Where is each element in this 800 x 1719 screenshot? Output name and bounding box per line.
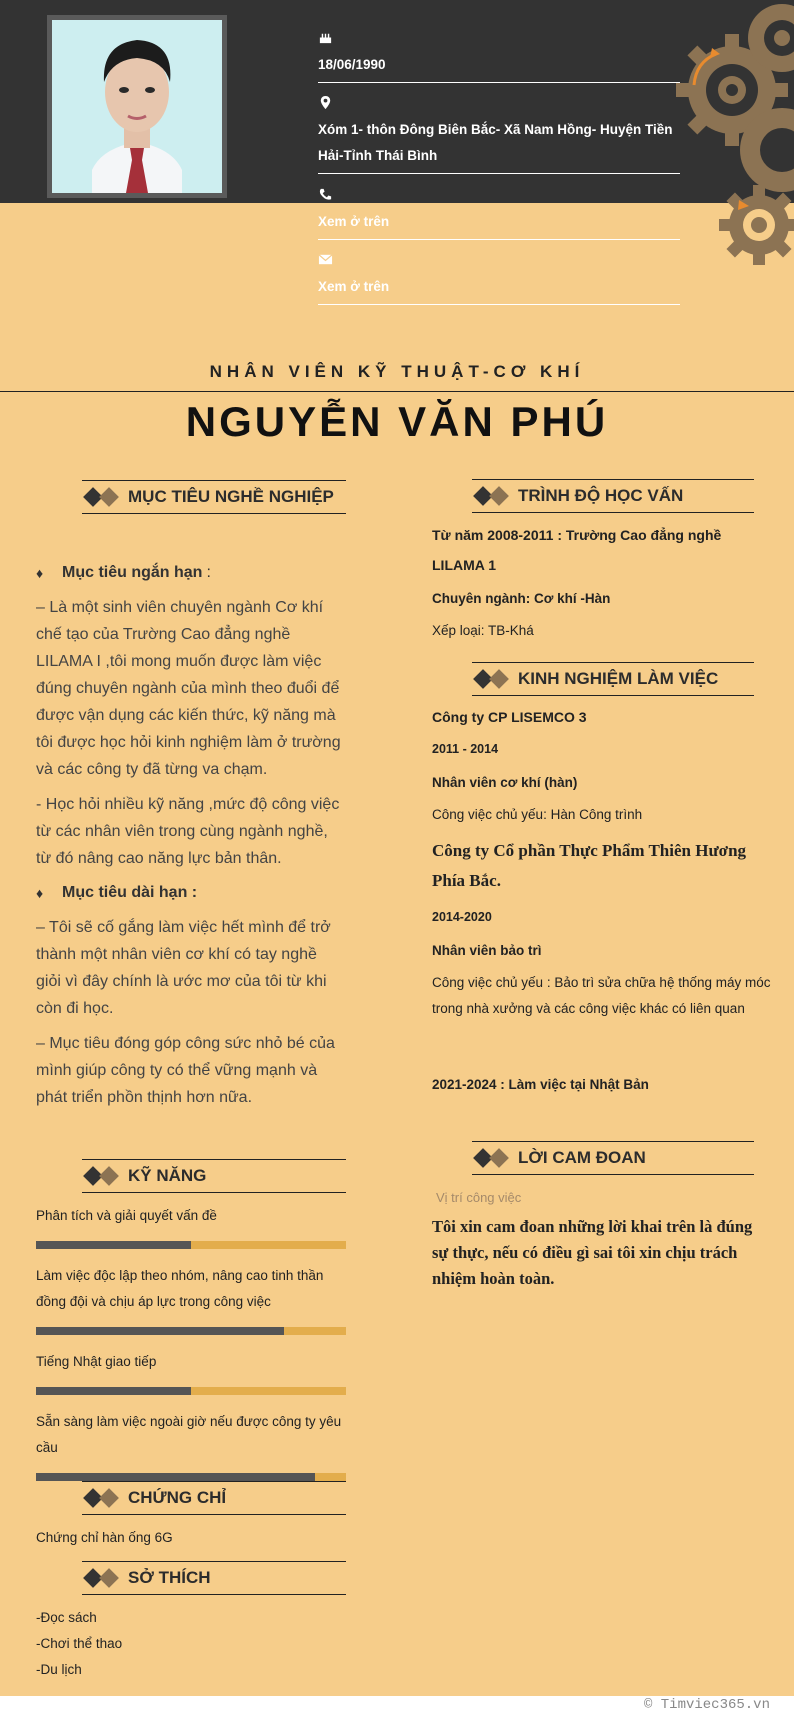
skill-item: [36, 1349, 346, 1395]
phone-icon: [318, 187, 680, 209]
diamond-bullet-icon: ♦: [36, 565, 44, 581]
long-term-goal-paragraph-2: – Mục tiêu đóng góp công sức nhỏ bé của mình giúp công ty có thể vững mạnh và phát triển phồn thịnh hơn nữa.: [36, 1035, 335, 1106]
skill-name: Sẵn sàng làm việc ngoài giờ nếu được công ty yêu cầu: [36, 1414, 342, 1455]
hobbies-list: [36, 1605, 346, 1683]
envelope-icon: [318, 252, 680, 274]
section-education: [472, 479, 754, 513]
education-period-school: Từ năm 2008-2011 : Trường Cao đẳng nghề LILAMA 1: [432, 527, 722, 573]
skill-bar: [36, 1327, 346, 1335]
phone: Xem ở trên: [318, 214, 390, 229]
email-row: [318, 252, 680, 305]
skill-bar-fill: [36, 1241, 191, 1249]
career-goal-content: [36, 560, 346, 1111]
job3: 2021-2024 : Làm việc tại Nhật Bản: [432, 1077, 649, 1092]
education-rank: Xếp loại: TB-Khá: [432, 623, 534, 638]
section-title: LỜI CAM ĐOAN: [518, 1148, 646, 1167]
skill-item: [36, 1263, 346, 1335]
skills-list: [36, 1203, 346, 1481]
education-major: Chuyên ngành: Cơ khí -Hàn: [432, 591, 611, 606]
diamond-icon: [472, 1148, 512, 1168]
hobby-item: -Chơi thể thao: [36, 1636, 123, 1651]
section-skills: [82, 1159, 346, 1193]
diamond-icon: [82, 1568, 122, 1588]
job1-company: Công ty CP LISEMCO 3: [432, 709, 587, 725]
certificates-list: [36, 1525, 346, 1551]
diamond-icon: [82, 487, 122, 507]
section-certificates: [82, 1481, 346, 1515]
experience-content: [432, 704, 772, 1098]
job2-duty: Công việc chủ yếu : Bảo trì sửa chữa hệ thống máy móc trong nhà xưởng và các công việc khác có liên quan: [432, 975, 771, 1016]
avatar: [47, 15, 227, 198]
short-term-goal-heading: [36, 560, 346, 586]
long-term-goal-heading: [36, 880, 346, 906]
candidate-name: NGUYỄN VĂN PHÚ: [185, 398, 609, 445]
address: Xóm 1- thôn Đông Biên Bắc- Xã Nam Hồng- Huyện Tiền Hải-Tỉnh Thái Bình: [318, 122, 673, 163]
commitment-text: Tôi xin cam đoan những lời khai trên là đúng sự thực, nếu có điều gì sai tôi xin chịu trách nhiệm hoàn toàn.: [432, 1217, 753, 1288]
skill-item: [36, 1203, 346, 1249]
section-title: TRÌNH ĐỘ HỌC VẤN: [518, 486, 684, 505]
hobby-item: -Đọc sách: [36, 1610, 97, 1625]
short-term-goal-paragraph-2: - Học hỏi nhiều kỹ năng ,mức độ công việc từ các nhân viên trong cùng ngành nghề, từ đó nâng cao năng lực bản thân.: [36, 796, 340, 867]
job1-position: Nhân viên cơ khí (hàn): [432, 775, 578, 790]
section-title: KỸ NĂNG: [128, 1166, 207, 1185]
footer-watermark: © Timviec365.vn: [643, 1697, 770, 1713]
diamond-bullet-icon: ♦: [36, 885, 44, 901]
position-placeholder: Vị trí công việc: [436, 1190, 522, 1205]
education-content: [432, 520, 772, 644]
address-row: [318, 95, 680, 174]
skill-bar: [36, 1473, 346, 1481]
section-title: MỤC TIÊU NGHỀ NGHIỆP: [128, 487, 334, 506]
job2-period: 2014-2020: [432, 910, 492, 924]
section-hobbies: [82, 1561, 346, 1595]
section-experience: [472, 662, 754, 696]
email: Xem ở trên: [318, 279, 390, 294]
skill-bar-fill: [36, 1387, 191, 1395]
skill-name: Làm việc độc lập theo nhóm, nâng cao tinh thần đồng đội và chịu áp lực trong công việc: [36, 1268, 324, 1309]
phone-row: [318, 187, 680, 240]
diamond-icon: [82, 1488, 122, 1508]
birthdate: 18/06/1990: [318, 57, 386, 72]
hobby-item: -Du lịch: [36, 1662, 82, 1677]
short-term-goal-colon: :: [206, 564, 211, 581]
section-title: KINH NGHIỆM LÀM VIỆC: [518, 669, 719, 688]
diamond-icon: [82, 1166, 122, 1186]
section-title: CHỨNG CHỈ: [128, 1488, 227, 1507]
section-title: SỞ THÍCH: [128, 1568, 211, 1587]
skill-bar: [36, 1387, 346, 1395]
job-title: NHÂN VIÊN KỸ THUẬT-CƠ KHÍ: [209, 362, 585, 381]
job2-company: Công ty Cổ phần Thực Phẩm Thiên Hương Phía Bắc.: [432, 841, 747, 890]
birthday-cake-icon: [318, 30, 680, 52]
certificate-item: Chứng chỉ hàn ống 6G: [36, 1530, 173, 1545]
long-term-goal-title: Mục tiêu dài hạn :: [62, 884, 198, 901]
title-divider: [0, 391, 794, 392]
skill-name: Phân tích và giải quyết vấn đề: [36, 1208, 217, 1223]
birthdate-row: [318, 30, 680, 83]
commitment-content: [432, 1186, 772, 1292]
skill-name: Tiếng Nhật giao tiếp: [36, 1354, 157, 1369]
diamond-icon: [472, 669, 512, 689]
section-commitment: [472, 1141, 754, 1175]
diamond-icon: [472, 486, 512, 506]
job1-period: 2011 - 2014: [432, 742, 499, 756]
section-career-goal: [82, 480, 346, 514]
skill-bar: [36, 1241, 346, 1249]
map-marker-icon: [318, 95, 680, 117]
long-term-goal-paragraph-1: – Tôi sẽ cố gắng làm việc hết mình để trở thành một nhân viên cơ khí có tay nghề giỏi vì đây chính là ước mơ của tôi từ khi còn đi học.: [36, 919, 331, 1017]
short-term-goal-paragraph-1: – Là một sinh viên chuyên ngành Cơ khí chế tạo của Trường Cao đẳng nghề LILAMA I ,tôi mong muốn được làm việc đúng chuyên ngành của mình theo đuổi để được vận dụng các kiến thức, kỹ năng mà tôi được học hỏi kinh nghiệm làm ở trường và các công ty đã từng va chạm.: [36, 599, 341, 778]
job1-duty: Công việc chủ yếu: Hàn Công trình: [432, 807, 643, 822]
short-term-goal-title: Mục tiêu ngắn hạn: [62, 564, 203, 581]
job2-position: Nhân viên bảo trì: [432, 943, 542, 958]
skill-bar-fill: [36, 1473, 315, 1481]
skill-item: [36, 1409, 346, 1481]
skill-bar-fill: [36, 1327, 284, 1335]
